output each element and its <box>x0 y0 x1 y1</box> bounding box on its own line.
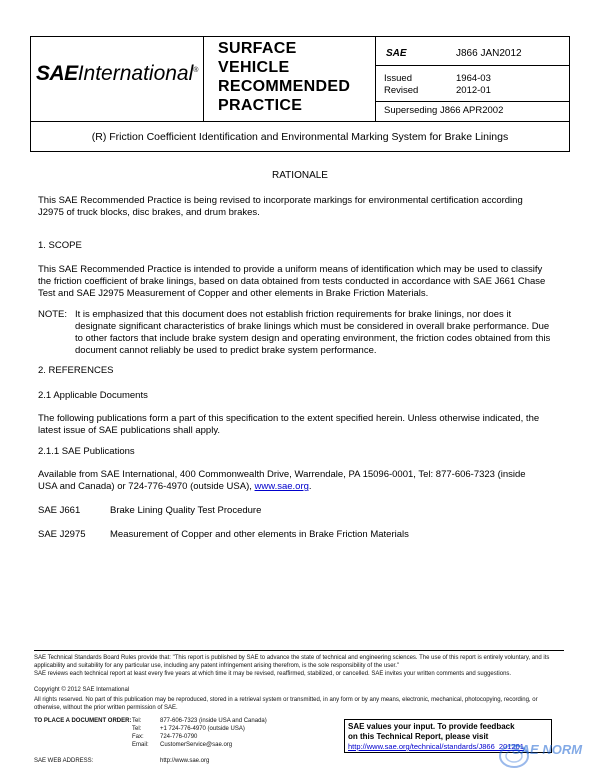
available-paragraph: Available from SAE International, 400 Commonwealth Drive, Warrendale, PA 15096-0001, Tel: 877-606-7323 (inside USA and Canada) or 724-776-4970 (outside USA), www.sae.org. <box>38 469 526 492</box>
order-label: TO PLACE A DOCUMENT ORDER: <box>34 718 132 724</box>
references-heading: 2. REFERENCES <box>38 365 114 376</box>
contact-label: Tel: <box>132 726 142 732</box>
revised-label: Revised <box>384 85 419 96</box>
review-text: SAE reviews each technical report at least every five years at which time it may be revised, reaffirmed, stabilized, or cancelled. SAE invites your written comments and suggestions. <box>34 671 512 677</box>
watermark-text: SAE NORM <box>512 742 583 757</box>
copyright-text: Copyright © 2012 SAE International <box>34 687 130 693</box>
email-link[interactable]: CustomerService@sae.org <box>160 742 233 748</box>
contact-value[interactable]: 724-776-0790 <box>160 734 198 740</box>
contact-label: Fax: <box>132 734 144 740</box>
sae-publications-heading: 2.1.1 SAE Publications <box>38 446 135 457</box>
sae-international-logo: SAEInternational® <box>36 62 199 85</box>
reference-title: Brake Lining Quality Test Procedure <box>110 505 262 516</box>
rights-text: All rights reserved. No part of this publication may be reproduced, stored in a retrieval system or transmitted, in any form or by any means, electronic, mechanical, photocopying, recording, or otherwise, without the prior written permission of SAE. <box>34 697 538 711</box>
reference-title: Measurement of Copper and other elements in Brake Friction Materials <box>110 529 409 540</box>
issued-label: Issued <box>384 73 412 84</box>
document-number: J866 JAN2012 <box>456 48 522 59</box>
contact-value[interactable]: +1 724-776-4970 (outside USA) <box>160 726 245 732</box>
revised-value: 2012-01 <box>456 85 491 96</box>
contact-label: Email: <box>132 742 149 748</box>
contact-label: Tel: <box>132 718 142 724</box>
web-address-label: SAE WEB ADDRESS: <box>34 758 94 764</box>
reference-code: SAE J661 <box>38 505 81 516</box>
rationale-heading: RATIONALE <box>272 170 328 181</box>
feedback-link[interactable]: http://www.sae.org/technical/standards/J866_201201 <box>348 742 524 751</box>
document-title: (R) Friction Coefficient Identification and Environmental Marking System for Brake Linings <box>91 131 509 143</box>
feedback-line: on this Technical Report, please visit <box>348 732 489 741</box>
feedback-line: SAE values your input. To provide feedback <box>348 722 515 731</box>
applicable-documents-heading: 2.1 Applicable Documents <box>38 390 148 401</box>
contact-value[interactable]: 877-606-7323 (inside USA and Canada) <box>160 718 267 724</box>
note-label: NOTE: <box>38 309 68 320</box>
scope-heading: 1. SCOPE <box>38 240 82 251</box>
reference-code: SAE J2975 <box>38 529 86 540</box>
applicable-paragraph: The following publications form a part of this specification to the extent specified herein. Unless otherwise indicated, the latest issue of SAE publications shall apply. <box>38 413 540 436</box>
scope-paragraph: This SAE Recommended Practice is intended to provide a uniform means of identification which may be used to classify the friction coefficient of brake linings, based on data obtained from tests conducted in accordance with SAE J661 Chase Test and SAE J2975 Measurement of Copper and other elements in Brake Friction Materials. <box>38 264 546 299</box>
board-rules-text: SAE Technical Standards Board Rules provide that: "This report is published by SAE to advance the state of technical and engineering sciences. The use of this report is entirely voluntary, and its applicability and suitability for any particular use, including any patent infringement arising therefrom, is the sole responsibility of the user." <box>34 655 550 669</box>
superseding-text: Superseding J866 APR2002 <box>384 105 504 116</box>
sae-website-link[interactable]: www.sae.org <box>254 481 309 492</box>
footer-divider <box>34 650 564 651</box>
web-address-link[interactable]: http://www.sae.org <box>160 758 210 764</box>
sae-mini-logo: SAE <box>386 48 407 59</box>
note-paragraph: NOTE: It is emphasized that this document does not establish friction requirements for brake linings, nor does it designate significant characteristics of brake linings which must be considered in overall brake performance. Due to other factors that include brake system design and operating environment, the friction codes obtained from this document cannot reliably be used to predict brake system performance. <box>38 309 551 356</box>
issued-value: 1964-03 <box>456 73 491 84</box>
rationale-paragraph: This SAE Recommended Practice is being revised to incorporate markings for environmental certification according J2975 of truck blocks, disc brakes, and drum brakes. <box>38 195 523 218</box>
document-type: SURFACE VEHICLE RECOMMENDED PRACTICE <box>218 40 351 114</box>
